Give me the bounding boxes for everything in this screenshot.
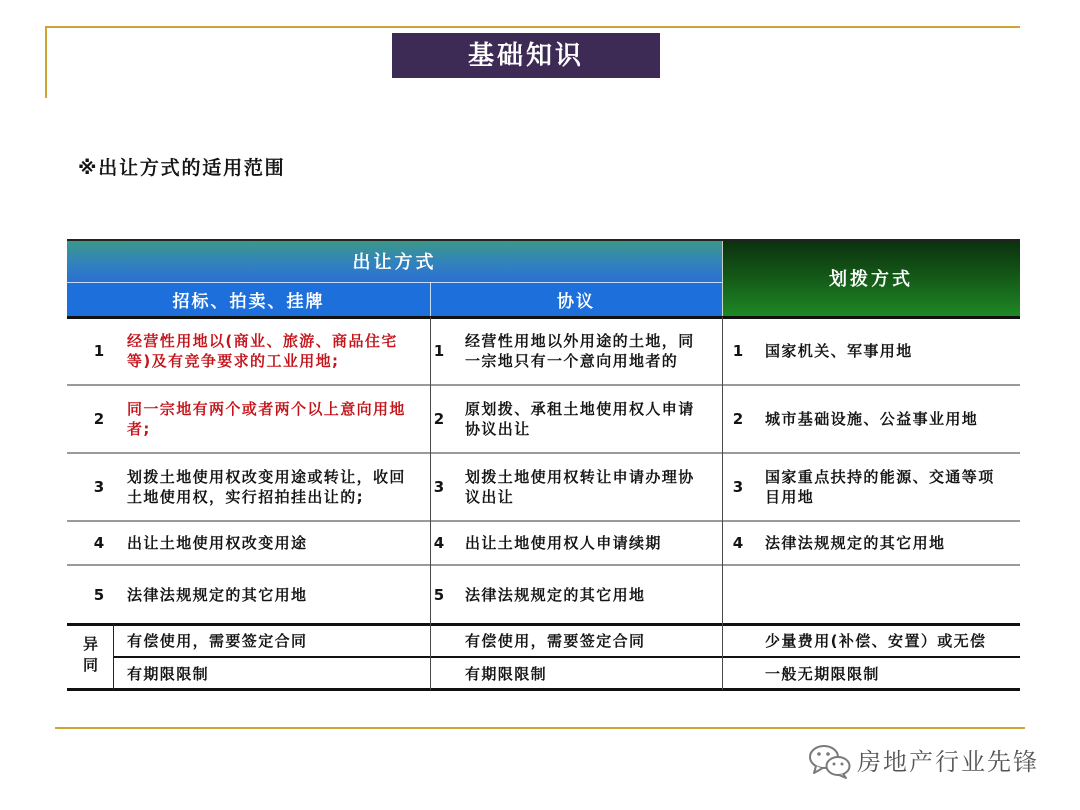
bottom-gold-line	[55, 727, 1025, 729]
header-allocation	[722, 239, 1020, 317]
allocation-cell	[722, 521, 1020, 565]
column-divider	[722, 317, 723, 690]
agreement-condition: 原划拨、承租土地使用权人申请协议出让	[465, 400, 695, 438]
label-column-divider	[113, 624, 114, 690]
page-title: 基础知识	[467, 40, 584, 71]
header-divider	[430, 282, 431, 317]
agreement-condition: 划拨土地使用权转让申请办理协议出让	[465, 468, 695, 506]
bidding-cell	[67, 565, 430, 624]
bidding-cell	[67, 657, 430, 690]
allocation-condition: 法律法规规定的其它用地	[765, 534, 946, 552]
bidding-condition: 划拨土地使用权改变用途或转让，收回土地使用权，实行招拍挂出让的;	[127, 468, 406, 506]
bidding-condition: 经营性用地以(商业、旅游、商品住宅等)及有竞争要求的工业用地;	[127, 332, 398, 370]
row-number: 4	[93, 534, 105, 552]
header-bottom-rule	[67, 316, 1020, 319]
allocation-cell	[722, 657, 1020, 690]
header-agreement-label: 协议	[557, 292, 595, 312]
bidding-comparison: 有偿使用，需要签定合同	[127, 631, 308, 650]
table-row	[67, 385, 1020, 453]
table-row	[67, 565, 1020, 624]
row-number: 1	[433, 342, 445, 360]
allocation-comparison: 一般无期限限制	[765, 664, 880, 683]
bidding-cell	[67, 453, 430, 521]
agreement-comparison: 有期限限制	[465, 664, 548, 683]
row-number: 1	[93, 342, 105, 360]
bidding-cell	[67, 521, 430, 565]
bidding-cell	[67, 317, 430, 385]
row-number: 4	[433, 534, 445, 552]
allocation-cell-empty	[722, 565, 1020, 624]
agreement-cell	[430, 565, 722, 624]
agreement-condition: 经营性用地以外用途的土地，同一宗地只有一个意向用地者的	[465, 332, 695, 370]
comparison-row	[67, 624, 1020, 657]
allocation-condition: 城市基础设施、公益事业用地	[765, 410, 979, 428]
title-box	[392, 33, 660, 78]
table-row	[67, 453, 1020, 521]
bidding-condition: 法律法规规定的其它用地	[127, 585, 308, 604]
bidding-cell	[67, 385, 430, 453]
header-allocation-label: 划拨方式	[829, 269, 913, 290]
row-divider	[67, 384, 1020, 386]
header-divider	[722, 239, 723, 317]
comparison-row-divider	[113, 656, 1020, 658]
agreement-cell	[430, 317, 722, 385]
agreement-condition: 出让土地使用权人申请续期	[465, 534, 662, 552]
row-number: 1	[732, 342, 744, 360]
row-divider	[67, 520, 1020, 522]
row-divider	[67, 452, 1020, 454]
header-divider	[67, 282, 722, 283]
header-transfer	[67, 239, 722, 282]
table-row	[67, 521, 1020, 565]
comparison-label: 异同	[81, 636, 99, 678]
row-number: 2	[732, 410, 744, 428]
allocation-cell	[722, 317, 1020, 385]
row-number: 2	[433, 410, 445, 428]
allocation-comparison: 少量费用(补偿、安置）或无偿	[765, 631, 987, 650]
header-bidding	[67, 282, 430, 317]
row-number: 3	[93, 478, 105, 496]
top-gold-line	[45, 26, 1020, 28]
section-subtitle: ※出让方式的适用范围	[78, 157, 286, 179]
agreement-cell	[430, 521, 722, 565]
allocation-cell	[722, 385, 1020, 453]
row-number: 5	[93, 585, 105, 604]
bidding-condition: 同一宗地有两个或者两个以上意向用地者;	[127, 400, 406, 438]
bidding-cell	[67, 624, 430, 657]
row-number: 3	[732, 478, 744, 496]
row-divider	[67, 564, 1020, 566]
scope-table	[67, 239, 1020, 691]
row-number: 2	[93, 410, 105, 428]
bidding-condition: 出让土地使用权改变用途	[127, 534, 308, 552]
comparison-top-rule	[67, 623, 1020, 626]
watermark-text: 房地产行业先锋	[857, 748, 1039, 776]
agreement-condition: 法律法规规定的其它用地	[465, 585, 646, 604]
table-top-border	[67, 239, 1020, 241]
row-number: 5	[433, 585, 445, 604]
row-number: 3	[433, 478, 445, 496]
bidding-comparison: 有期限限制	[127, 664, 210, 683]
agreement-cell	[430, 453, 722, 521]
allocation-condition: 国家机关、军事用地	[765, 342, 913, 360]
allocation-cell	[722, 624, 1020, 657]
agreement-cell	[430, 624, 722, 657]
header-bidding-label: 招标、拍卖、挂牌	[172, 292, 325, 312]
agreement-cell	[430, 657, 722, 690]
agreement-cell	[430, 385, 722, 453]
comparison-row	[67, 657, 1020, 690]
row-number: 4	[732, 534, 744, 552]
header-agreement	[430, 282, 722, 317]
agreement-comparison: 有偿使用，需要签定合同	[465, 631, 646, 650]
wechat-icon	[808, 744, 852, 780]
table-bottom-rule	[67, 688, 1020, 691]
header-transfer-label: 出让方式	[352, 251, 437, 273]
column-divider	[430, 317, 431, 690]
table-row	[67, 317, 1020, 385]
left-gold-line	[45, 26, 47, 98]
allocation-condition: 国家重点扶持的能源、交通等项目用地	[765, 468, 995, 506]
allocation-cell	[722, 453, 1020, 521]
